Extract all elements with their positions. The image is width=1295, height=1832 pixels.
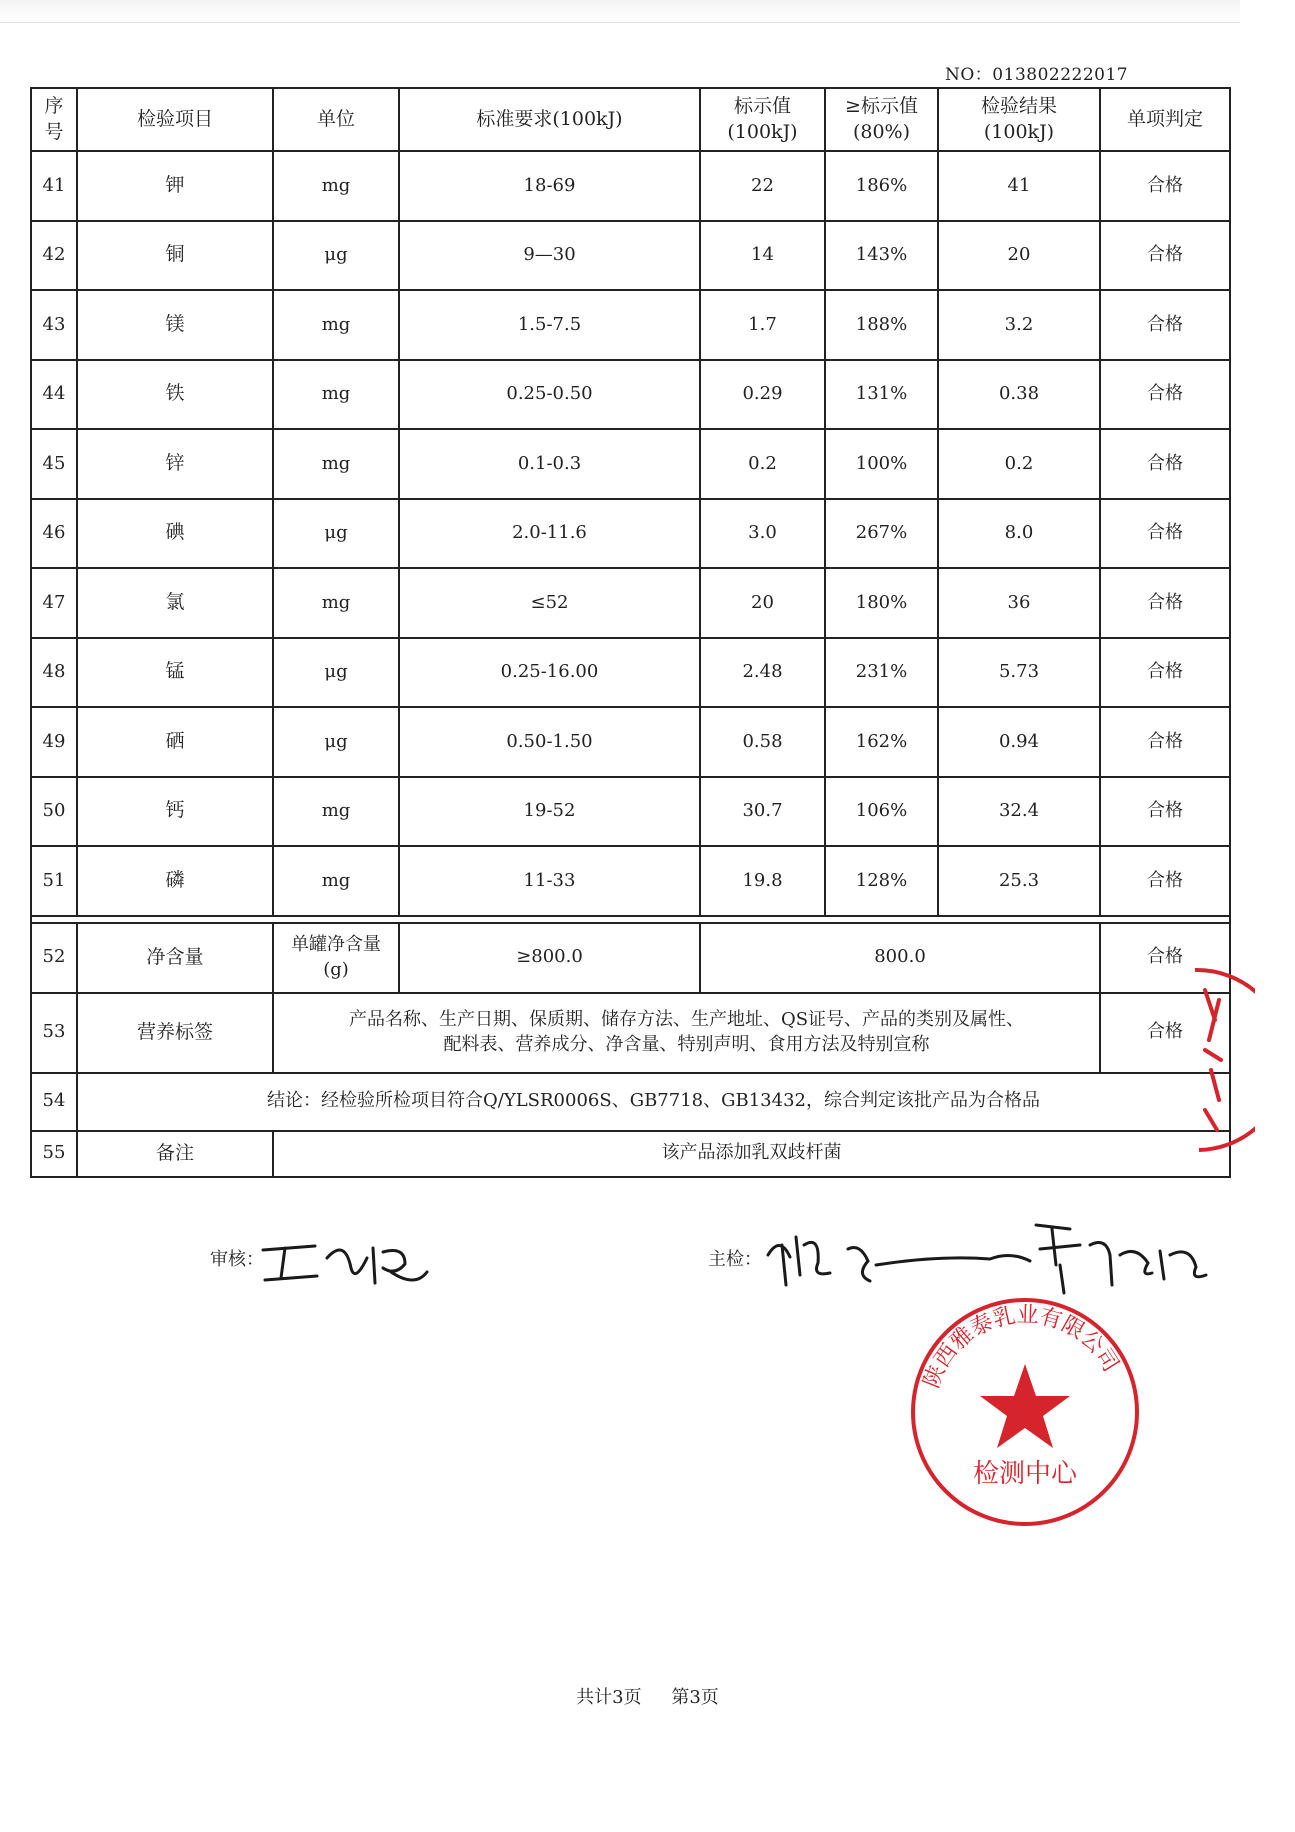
cell-standard: 0.1-0.3 (399, 429, 700, 499)
cell-ratio: 131% (825, 360, 938, 430)
cell-verdict: 合格 (1100, 568, 1230, 638)
cell-verdict: 合格 (1100, 707, 1230, 777)
cell-content: 该产品添加乳双歧杆菌 (273, 1131, 1230, 1177)
header-label-value-line1: 标示值 (733, 94, 791, 117)
cell-seq: 49 (31, 707, 77, 777)
table-header-row (31, 88, 1230, 151)
cell-result: 25.3 (938, 846, 1100, 916)
cell-ratio: 106% (825, 777, 938, 847)
cell-result: 3.2 (938, 290, 1100, 360)
cell-unit: mg (273, 290, 399, 360)
header-result-line1: 检验结果 (980, 94, 1057, 117)
cell-item: 锌 (77, 429, 273, 499)
company-seal-icon (905, 1292, 1145, 1532)
cell-unit: μg (273, 499, 399, 569)
cell-seq: 48 (31, 638, 77, 708)
footer-current-page: 第3页 (671, 1687, 719, 1708)
cell-ratio: 186% (825, 151, 938, 221)
seal-center-text: 检测中心 (972, 1459, 1078, 1489)
cell-verdict: 合格 (1100, 290, 1230, 360)
cell-unit-line1: 单罐净含量 (291, 934, 381, 956)
cell-label-value: 14 (700, 221, 825, 291)
header-result (938, 88, 1100, 151)
reviewer-signature-icon (255, 1228, 435, 1298)
header-label-value (700, 88, 825, 151)
cell-standard: 18-69 (399, 151, 700, 221)
table-row-net-content (31, 923, 1230, 993)
cell-label-value: 0.58 (700, 707, 825, 777)
inspector-label: 主检： (708, 1249, 762, 1270)
footer-total-pages: 共计3页 (576, 1687, 642, 1708)
cell-unit: μg (273, 707, 399, 777)
cell-conclusion: 结论：经检验所检项目符合Q/YLSR0006S、GB7718、GB13432，综合判定该批产品为合格品 (77, 1073, 1230, 1131)
cell-ratio: 143% (825, 221, 938, 291)
cell-item: 硒 (77, 707, 273, 777)
cell-label-value: 20 (700, 568, 825, 638)
table-row (31, 151, 1230, 221)
cell-label-value: 30.7 (700, 777, 825, 847)
cell-verdict: 合格 (1100, 923, 1230, 993)
cell-standard: 1.5-7.5 (399, 290, 700, 360)
cell-unit: mg (273, 568, 399, 638)
separator-cell (31, 916, 1230, 923)
cell-content-line1: 产品名称、生产日期、保质期、储存方法、生产地址、QS证号、产品的类别及属性、 (348, 1009, 1025, 1031)
table-row (31, 707, 1230, 777)
cell-label-value: 2.48 (700, 638, 825, 708)
document-number: NO：013802222017 (945, 65, 1129, 85)
cell-ratio: 231% (825, 638, 938, 708)
cell-result: 20 (938, 221, 1100, 291)
cell-seq: 41 (31, 151, 77, 221)
cell-seq: 43 (31, 290, 77, 360)
partial-seal-icon (1175, 960, 1255, 1160)
table-row (31, 777, 1230, 847)
header-ratio-line2: (80%) (852, 120, 911, 143)
cell-seq: 54 (31, 1073, 77, 1131)
table-row (31, 221, 1230, 291)
header-standard: 标准要求(100kJ) (399, 88, 700, 151)
table-row-nutrition-label (31, 993, 1230, 1073)
cell-seq: 52 (31, 923, 77, 993)
cell-item: 钾 (77, 151, 273, 221)
cell-seq: 50 (31, 777, 77, 847)
cell-ratio: 100% (825, 429, 938, 499)
cell-item: 铜 (77, 221, 273, 291)
cell-seq: 44 (31, 360, 77, 430)
header-label-value-line2: (100kJ) (727, 120, 798, 143)
cell-verdict: 合格 (1100, 221, 1230, 291)
cell-seq: 53 (31, 993, 77, 1073)
inspector-signature-icon (760, 1215, 1240, 1300)
table-row (31, 638, 1230, 708)
table-row-remarks (31, 1131, 1230, 1177)
table-row (31, 360, 1230, 430)
cell-result: 0.2 (938, 429, 1100, 499)
cell-item: 锰 (77, 638, 273, 708)
header-verdict: 单项判定 (1100, 88, 1230, 151)
header-item: 检验项目 (77, 88, 273, 151)
cell-label-value: 0.29 (700, 360, 825, 430)
cell-item: 镁 (77, 290, 273, 360)
table-row (31, 568, 1230, 638)
cell-ratio: 128% (825, 846, 938, 916)
page-top-edge (0, 0, 1240, 23)
cell-seq: 45 (31, 429, 77, 499)
cell-unit: mg (273, 429, 399, 499)
cell-label-value: 19.8 (700, 846, 825, 916)
page-footer (0, 1683, 1295, 1709)
seal-ring-text: 陕西雅泰乳业有限公司 (919, 1302, 1124, 1392)
cell-unit: mg (273, 777, 399, 847)
table-row (31, 290, 1230, 360)
cell-result: 8.0 (938, 499, 1100, 569)
cell-standard: 19-52 (399, 777, 700, 847)
cell-verdict: 合格 (1100, 429, 1230, 499)
table-separator (31, 916, 1230, 923)
cell-unit: μg (273, 221, 399, 291)
cell-standard: 0.25-16.00 (399, 638, 700, 708)
cell-ratio: 267% (825, 499, 938, 569)
cell-seq: 46 (31, 499, 77, 569)
cell-ratio: 180% (825, 568, 938, 638)
header-ratio-line1: ≥标示值 (845, 94, 918, 117)
cell-item: 钙 (77, 777, 273, 847)
cell-label-value: 0.2 (700, 429, 825, 499)
header-ratio (825, 88, 938, 151)
table-row (31, 846, 1230, 916)
inspection-table (30, 87, 1231, 1178)
cell-result: 5.73 (938, 638, 1100, 708)
cell-unit (273, 923, 399, 993)
cell-standard: ≥800.0 (399, 923, 700, 993)
cell-item: 碘 (77, 499, 273, 569)
table-row (31, 429, 1230, 499)
header-result-line2: (100kJ) (983, 120, 1055, 143)
cell-item: 磷 (77, 846, 273, 916)
cell-standard: 0.25-0.50 (399, 360, 700, 430)
cell-standard: 2.0-11.6 (399, 499, 700, 569)
cell-verdict: 合格 (1100, 638, 1230, 708)
cell-item: 氯 (77, 568, 273, 638)
cell-seq: 55 (31, 1131, 77, 1177)
cell-unit: mg (273, 151, 399, 221)
cell-verdict: 合格 (1100, 777, 1230, 847)
cell-item: 营养标签 (77, 993, 273, 1073)
cell-seq: 42 (31, 221, 77, 291)
cell-standard: 11-33 (399, 846, 700, 916)
cell-seq: 51 (31, 846, 77, 916)
cell-verdict: 合格 (1100, 151, 1230, 221)
table-row (31, 499, 1230, 569)
cell-label-value: 1.7 (700, 290, 825, 360)
cell-standard: ≤52 (399, 568, 700, 638)
cell-result: 41 (938, 151, 1100, 221)
cell-seq: 47 (31, 568, 77, 638)
cell-verdict: 合格 (1100, 993, 1230, 1073)
header-seq: 序号 (31, 88, 77, 151)
cell-standard: 9—30 (399, 221, 700, 291)
cell-unit: μg (273, 638, 399, 708)
cell-unit-line2: (g) (323, 958, 349, 980)
cell-verdict: 合格 (1100, 846, 1230, 916)
header-unit: 单位 (273, 88, 399, 151)
cell-item: 净含量 (77, 923, 273, 993)
cell-item: 备注 (77, 1131, 273, 1177)
cell-result: 36 (938, 568, 1100, 638)
table-row-conclusion (31, 1073, 1230, 1131)
cell-unit: mg (273, 846, 399, 916)
cell-item: 铁 (77, 360, 273, 430)
cell-content-line2: 配料表、营养成分、净含量、特别声明、食用方法及特别宣称 (443, 1033, 930, 1055)
cell-label-value: 3.0 (700, 499, 825, 569)
cell-label-value: 22 (700, 151, 825, 221)
cell-unit: mg (273, 360, 399, 430)
cell-result: 800.0 (700, 923, 1100, 993)
cell-standard: 0.50-1.50 (399, 707, 700, 777)
cell-verdict: 合格 (1100, 499, 1230, 569)
reviewer-label: 审核： (210, 1249, 264, 1270)
cell-ratio: 188% (825, 290, 938, 360)
cell-result: 32.4 (938, 777, 1100, 847)
cell-verdict: 合格 (1100, 360, 1230, 430)
cell-ratio: 162% (825, 707, 938, 777)
cell-result: 0.94 (938, 707, 1100, 777)
cell-result: 0.38 (938, 360, 1100, 430)
cell-content (273, 993, 1100, 1073)
